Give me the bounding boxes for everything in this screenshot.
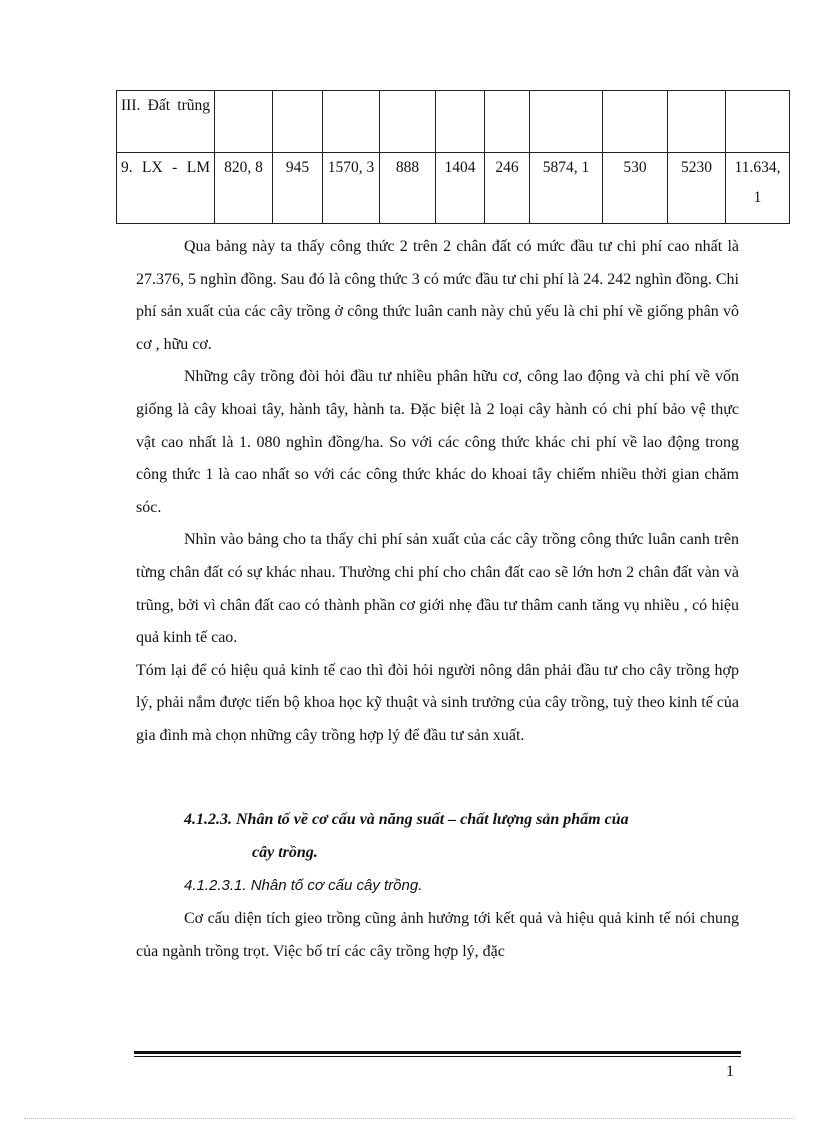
table-cell: 1404 (436, 153, 485, 224)
table-cell (726, 91, 790, 153)
table-row (117, 91, 790, 153)
paragraph-cost-summary: Qua bảng này ta thấy công thức 2 trên 2 chân đất có mức đầu tư chi phí cao nhất là 27.376, 5 nghìn đồng. Sau đó là công thức 3 có mức đầu tư chi phí là 24. 242 nghìn đồng. Chi phí sản xuất của các cây trồng ở công thức luân canh này chủ yếu là chi phí về giống phân vô cơ , hữu cơ. (136, 238, 739, 353)
table-cell: III. Đất trũng (117, 91, 215, 153)
table-cell (436, 91, 485, 153)
table-cell (323, 91, 380, 153)
table-cell (603, 91, 668, 153)
table-cell: 5230 (668, 153, 726, 224)
table-cell: 5874, 1 (530, 153, 603, 224)
paragraph-crop-structure: Cơ cấu diện tích gieo trồng cũng ảnh hưởng tới kết quả và hiệu quả kinh tế nói chung của ngành trồng trọt. Việc bố trí các cây trồng hợp lý, đặc (136, 910, 739, 960)
body-text (136, 231, 739, 753)
paragraph-crop-investment: Những cây trồng đòi hỏi đầu tư nhiều phân hữu cơ, công lao động và chi phí về vốn giống là cây khoai tây, hành tây, hành ta. Đặc biệt là 2 loại cây hành có chi phí bảo vệ thực vật cao nhất là 1. 080 nghìn đồng/ha. So với các công thức khác chi phí về lao động trong công thức 1 là cao nhất so với các công thức khác do khoai tây chiếm nhiều thời gian chăm sóc. (136, 368, 739, 516)
table-cell (380, 91, 436, 153)
table-cell: 888 (380, 153, 436, 224)
cost-table (116, 90, 790, 224)
footer-rule-thin (134, 1056, 741, 1057)
table-row (117, 153, 790, 224)
table-cell (530, 91, 603, 153)
table-cell: 820, 8 (215, 153, 273, 224)
closing-text (136, 903, 739, 968)
section-heading (184, 803, 740, 869)
table-cell: 246 (485, 153, 530, 224)
table-cell: 1570, 3 (323, 153, 380, 224)
table-cell: 11.634, 1 (726, 153, 790, 224)
table-cell: 945 (273, 153, 323, 224)
paragraph-soil-comparison: Nhìn vào bảng cho ta thấy chi phí sản xuất của các cây trồng công thức luân canh trên từng chân đất có sự khác nhau. Thường chi phí cho chân đất cao sẽ lớn hơn 2 chân đất vàn và trũng, bởi vì chân đất cao có thành phần cơ giới nhẹ đầu tư thâm canh tăng vụ nhiều , có hiệu quả kinh tế cao. (136, 531, 739, 647)
paragraph-conclusion: Tóm lại để có hiệu quả kinh tế cao thì đòi hỏi người nông dân phải đầu tư cho cây trồng hợp lý, phải nắm được tiến bộ khoa học kỹ thuật và sinh trưởng của cây trồng, tuỳ theo kinh tế của gia đình mà chọn những cây trồng hợp lý để đầu tư sản xuất. (136, 661, 740, 744)
table-cell: 9. LX - LM (117, 153, 215, 224)
cost-table-container (116, 90, 789, 224)
section-heading-line1: 4.1.2.3. Nhân tố về cơ cấu và năng suất – chất lượng sản phẩm của (184, 811, 629, 828)
subsection-heading: 4.1.2.3.1. Nhân tố cơ cấu cây trồng. (184, 877, 423, 894)
table-cell (668, 91, 726, 153)
section-heading-line2: cây trồng. (252, 844, 318, 861)
table-cell (273, 91, 323, 153)
footer-rule-thick (134, 1051, 741, 1054)
page-bottom-divider (24, 1118, 794, 1119)
table-cell (485, 91, 530, 153)
table-cell: 530 (603, 153, 668, 224)
page-number: 1 (726, 1063, 734, 1080)
table-cell (215, 91, 273, 153)
